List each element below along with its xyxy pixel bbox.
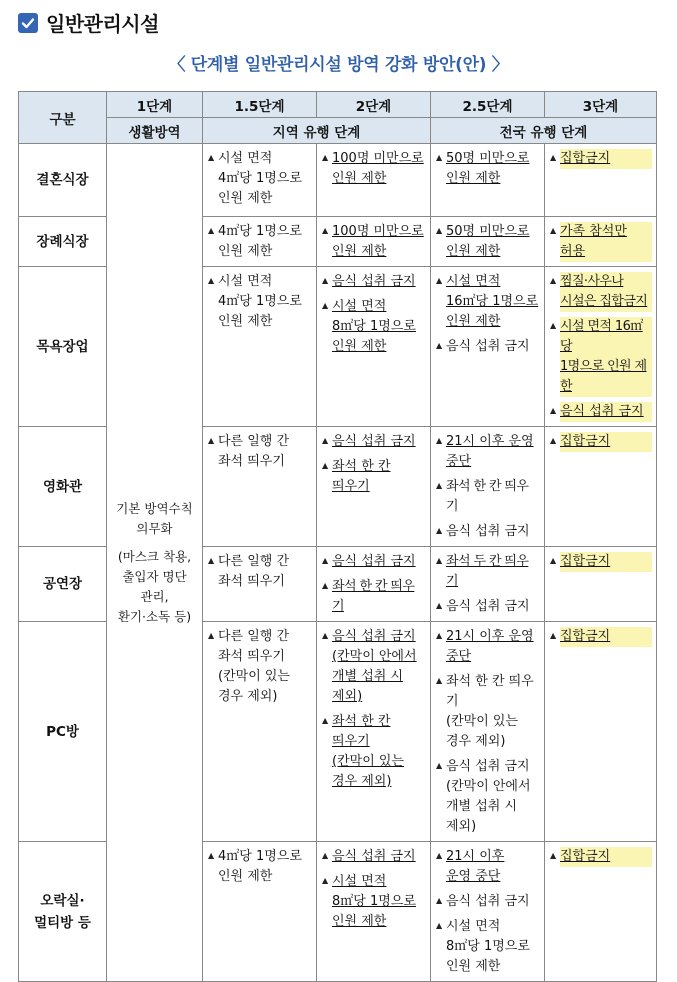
- list-item: [322, 432, 426, 452]
- cell-r2-s25: [431, 267, 545, 427]
- triangle-up-icon: ▲: [436, 761, 443, 770]
- list-item: [550, 432, 652, 452]
- measure-text: 시설 면적 4㎡당 1명으로 인원 제한: [218, 151, 302, 206]
- row-label: [19, 427, 107, 547]
- measure-text: 좌석 한 칸 띄우기 (칸막이 있는 경우 제외): [332, 714, 404, 789]
- list-item: [436, 917, 540, 977]
- list-item: [550, 402, 652, 422]
- list-item: [550, 149, 652, 169]
- cell-r3-s25: [431, 427, 545, 547]
- triangle-up-icon: ▲: [322, 461, 329, 470]
- list-item: [436, 149, 540, 189]
- measure-text: 좌석 한 칸 띄우기 (칸막이 있는 경우 제외): [446, 674, 534, 749]
- measure-text: 시설 면적 8㎡당 1명으로 인원 제한: [332, 874, 416, 929]
- list-item: [322, 627, 426, 707]
- triangle-up-icon: ▲: [322, 876, 329, 885]
- facility-name: 결혼식장: [36, 172, 89, 188]
- measure-text: 음식 섭취 금지: [446, 894, 530, 909]
- measure-text: 시설 면적 8㎡당 1명으로 인원 제한: [332, 299, 416, 354]
- list-item: [322, 712, 426, 792]
- cell-r6-s15: [203, 842, 317, 982]
- checkbox-checked-icon: [18, 13, 38, 33]
- triangle-up-icon: ▲: [436, 276, 443, 285]
- measure-text: 시설 면적 16㎡당 1명으로 인원 제한: [446, 274, 539, 329]
- cell-r5-s2: [317, 622, 431, 842]
- measure-text: 시설 면적 16㎡당 1명으로 인원 제한: [560, 319, 647, 394]
- measure-text: 음식 섭취 금지 (칸막이 안에서 개별 섭취 시 제외): [446, 759, 531, 834]
- facility-name: 목욕장업: [36, 338, 89, 355]
- triangle-up-icon: ▲: [208, 556, 215, 565]
- measure-text: 음식 섭취 금지: [560, 404, 644, 419]
- facility-name: 장례식장: [36, 233, 89, 250]
- measure-text: 음식 섭취 금지: [446, 524, 530, 539]
- triangle-up-icon: ▲: [322, 153, 329, 162]
- list-item: [208, 222, 312, 262]
- triangle-up-icon: ▲: [436, 226, 443, 235]
- cell-r0-s3: [545, 144, 657, 217]
- list-item: [436, 272, 540, 332]
- measure-text: 50명 미만으로 인원 제한: [446, 224, 530, 259]
- group-header-row: [19, 118, 657, 144]
- measure-text: 21시 이후 운영 중단: [446, 629, 534, 664]
- triangle-up-icon: ▲: [550, 153, 557, 162]
- measure-text: 다른 일행 간 좌석 띄우기 (칸막이 있는 경우 제외): [218, 629, 290, 704]
- header-stage-2-5: 2.5단계: [431, 92, 545, 118]
- list-item: [436, 627, 540, 667]
- cell-r4-s2: [317, 547, 431, 622]
- measure-text: 가족 참석만 허용: [560, 224, 627, 259]
- cell-r5-s3: [545, 622, 657, 842]
- measure-text: 다른 일행 간 좌석 띄우기: [218, 434, 290, 469]
- facility-name: PC방: [46, 723, 79, 740]
- cell-r1-s3: [545, 217, 657, 267]
- triangle-up-icon: ▲: [322, 226, 329, 235]
- facility-name: 오락실· 멀티방 등: [34, 892, 91, 931]
- list-item: [436, 672, 540, 752]
- triangle-up-icon: ▲: [208, 851, 215, 860]
- heading-title: 일반관리시설: [46, 12, 159, 36]
- row-label: [19, 144, 107, 217]
- list-item: [208, 432, 312, 472]
- header-category: 구분: [19, 92, 107, 144]
- measure-text: 음식 섭취 금지: [446, 339, 530, 354]
- list-item: [550, 317, 652, 397]
- triangle-up-icon: ▲: [322, 851, 329, 860]
- header-group-national: 전국 유행 단계: [431, 118, 657, 144]
- triangle-up-icon: ▲: [550, 406, 557, 415]
- list-item: [550, 272, 652, 312]
- measure-text: 집합금지: [560, 554, 611, 569]
- cell-r0-s2: [317, 144, 431, 217]
- cell-r4-s3: [545, 547, 657, 622]
- triangle-up-icon: ▲: [436, 676, 443, 685]
- row-label: [19, 267, 107, 427]
- cell-r6-s3: [545, 842, 657, 982]
- triangle-up-icon: ▲: [322, 716, 329, 725]
- triangle-up-icon: ▲: [322, 436, 329, 445]
- list-item: [550, 552, 652, 572]
- triangle-up-icon: ▲: [436, 526, 443, 535]
- triangle-up-icon: ▲: [208, 276, 215, 285]
- cell-r6-s25: [431, 842, 545, 982]
- measure-text: 4㎡당 1명으로 인원 제한: [218, 849, 302, 884]
- list-item: [436, 847, 540, 887]
- list-item: [550, 627, 652, 647]
- measure-text: 집합금지: [560, 151, 611, 166]
- measure-text: 다른 일행 간 좌석 띄우기: [218, 554, 290, 589]
- triangle-up-icon: ▲: [550, 436, 557, 445]
- table-row: [19, 144, 657, 217]
- measure-text: 찜질·사우나 시설은 집합금지: [560, 274, 648, 309]
- measure-text: 음식 섭취 금지: [332, 434, 416, 449]
- list-item: [322, 577, 426, 617]
- measure-text: 21시 이후 운영 중단: [446, 434, 534, 469]
- measure-text: 음식 섭취 금지: [446, 599, 530, 614]
- row-label: [19, 217, 107, 267]
- header-stage-1-5: 1.5단계: [203, 92, 317, 118]
- list-item: [322, 297, 426, 357]
- list-item: [436, 597, 540, 617]
- header-group-daily: 생활방역: [107, 118, 203, 144]
- triangle-up-icon: ▲: [322, 631, 329, 640]
- triangle-up-icon: ▲: [436, 153, 443, 162]
- list-item: [322, 552, 426, 572]
- row-label: [19, 622, 107, 842]
- list-item: [208, 272, 312, 332]
- triangle-up-icon: ▲: [550, 321, 557, 330]
- list-item: [208, 149, 312, 209]
- common-measure-line: 출입자 명단: [122, 568, 187, 584]
- common-measure-line: 관리,: [140, 588, 169, 604]
- triangle-up-icon: ▲: [436, 921, 443, 930]
- cell-r4-s25: [431, 547, 545, 622]
- cell-r3-s3: [545, 427, 657, 547]
- measure-text: 음식 섭취 금지 (칸막이 안에서 개별 섭취 시 제외): [332, 629, 417, 704]
- measure-text: 50명 미만으로 인원 제한: [446, 151, 530, 186]
- measure-text: 100명 미만으로 인원 제한: [332, 224, 424, 259]
- measure-text: 좌석 두 칸 띄우기: [446, 554, 529, 589]
- triangle-up-icon: ▲: [208, 226, 215, 235]
- list-item: [550, 847, 652, 867]
- common-measure-line: 기본 방역수칙: [116, 500, 193, 516]
- table-subtitle: 〈 단계별 일반관리시설 방역 강화 방안(안) 〉: [168, 55, 509, 75]
- list-item: [322, 872, 426, 932]
- cell-r0-s25: [431, 144, 545, 217]
- stage-header-row: [19, 92, 657, 118]
- cell-r6-s2: [317, 842, 431, 982]
- triangle-up-icon: ▲: [322, 581, 329, 590]
- triangle-up-icon: ▲: [436, 851, 443, 860]
- measure-text: 100명 미만으로 인원 제한: [332, 151, 424, 186]
- header-group-regional: 지역 유행 단계: [203, 118, 431, 144]
- header-stage-2: 2단계: [317, 92, 431, 118]
- measure-text: 좌석 한 칸 띄우기: [332, 459, 391, 494]
- list-item: [436, 552, 540, 592]
- triangle-up-icon: ▲: [436, 896, 443, 905]
- triangle-up-icon: ▲: [436, 556, 443, 565]
- triangle-up-icon: ▲: [550, 631, 557, 640]
- triangle-up-icon: ▲: [436, 436, 443, 445]
- measure-text: 집합금지: [560, 629, 611, 644]
- row-label: [19, 842, 107, 982]
- cell-r1-s2: [317, 217, 431, 267]
- cell-r1-s15: [203, 217, 317, 267]
- cell-r5-s25: [431, 622, 545, 842]
- triangle-up-icon: ▲: [322, 301, 329, 310]
- list-item: [436, 477, 540, 517]
- facility-name: 영화관: [42, 478, 83, 495]
- cell-r2-s2: [317, 267, 431, 427]
- list-item: [436, 222, 540, 262]
- list-item: [322, 457, 426, 497]
- list-item: [436, 432, 540, 472]
- list-item: [322, 222, 426, 262]
- list-item: [550, 222, 652, 262]
- triangle-up-icon: ▲: [436, 481, 443, 490]
- common-measure-line: 의무화: [136, 520, 173, 536]
- stage-measures-table: [18, 91, 657, 982]
- measure-text: 음식 섭취 금지: [332, 274, 416, 289]
- row-label: [19, 547, 107, 622]
- triangle-up-icon: ▲: [208, 631, 215, 640]
- cell-r2-s3: [545, 267, 657, 427]
- list-item: [436, 522, 540, 542]
- measure-text: 음식 섭취 금지: [332, 554, 416, 569]
- triangle-up-icon: ▲: [208, 153, 215, 162]
- triangle-up-icon: ▲: [550, 556, 557, 565]
- triangle-up-icon: ▲: [436, 631, 443, 640]
- header-stage-3: 3단계: [545, 92, 657, 118]
- measure-text: 집합금지: [560, 434, 611, 449]
- list-item: [322, 847, 426, 867]
- list-item: [436, 757, 540, 837]
- triangle-up-icon: ▲: [322, 276, 329, 285]
- triangle-up-icon: ▲: [550, 276, 557, 285]
- list-item: [208, 627, 312, 707]
- list-item: [436, 337, 540, 357]
- cell-r3-s15: [203, 427, 317, 547]
- header-stage-1: 1단계: [107, 92, 203, 118]
- cell-r2-s15: [203, 267, 317, 427]
- list-item: [322, 272, 426, 292]
- section-heading: [18, 8, 159, 37]
- cell-r3-s2: [317, 427, 431, 547]
- list-item: [208, 552, 312, 592]
- cell-r1-s25: [431, 217, 545, 267]
- stage-1-common-measures: [107, 144, 203, 982]
- cell-r0-s15: [203, 144, 317, 217]
- measure-text: 집합금지: [560, 849, 611, 864]
- measure-text: 21시 이후 운영 중단: [446, 849, 505, 884]
- common-measure-line: (마스크 착용,: [117, 548, 192, 564]
- list-item: [208, 847, 312, 887]
- measure-text: 시설 면적 4㎡당 1명으로 인원 제한: [218, 274, 302, 329]
- triangle-up-icon: ▲: [436, 601, 443, 610]
- measure-text: 시설 면적 8㎡당 1명으로 인원 제한: [446, 919, 530, 974]
- facility-name: 공연장: [42, 576, 83, 592]
- triangle-up-icon: ▲: [322, 556, 329, 565]
- list-item: [436, 892, 540, 912]
- triangle-up-icon: ▲: [436, 341, 443, 350]
- cell-r4-s15: [203, 547, 317, 622]
- triangle-up-icon: ▲: [550, 226, 557, 235]
- triangle-up-icon: ▲: [550, 851, 557, 860]
- list-item: [322, 149, 426, 189]
- cell-r5-s15: [203, 622, 317, 842]
- measure-text: 좌석 한 칸 띄우기: [332, 579, 415, 614]
- measure-text: 좌석 한 칸 띄우기: [446, 479, 529, 514]
- measure-text: 음식 섭취 금지: [332, 849, 416, 864]
- measure-text: 4㎡당 1명으로 인원 제한: [218, 224, 302, 259]
- common-measure-line: 환기·소독 등): [117, 608, 192, 624]
- triangle-up-icon: ▲: [208, 436, 215, 445]
